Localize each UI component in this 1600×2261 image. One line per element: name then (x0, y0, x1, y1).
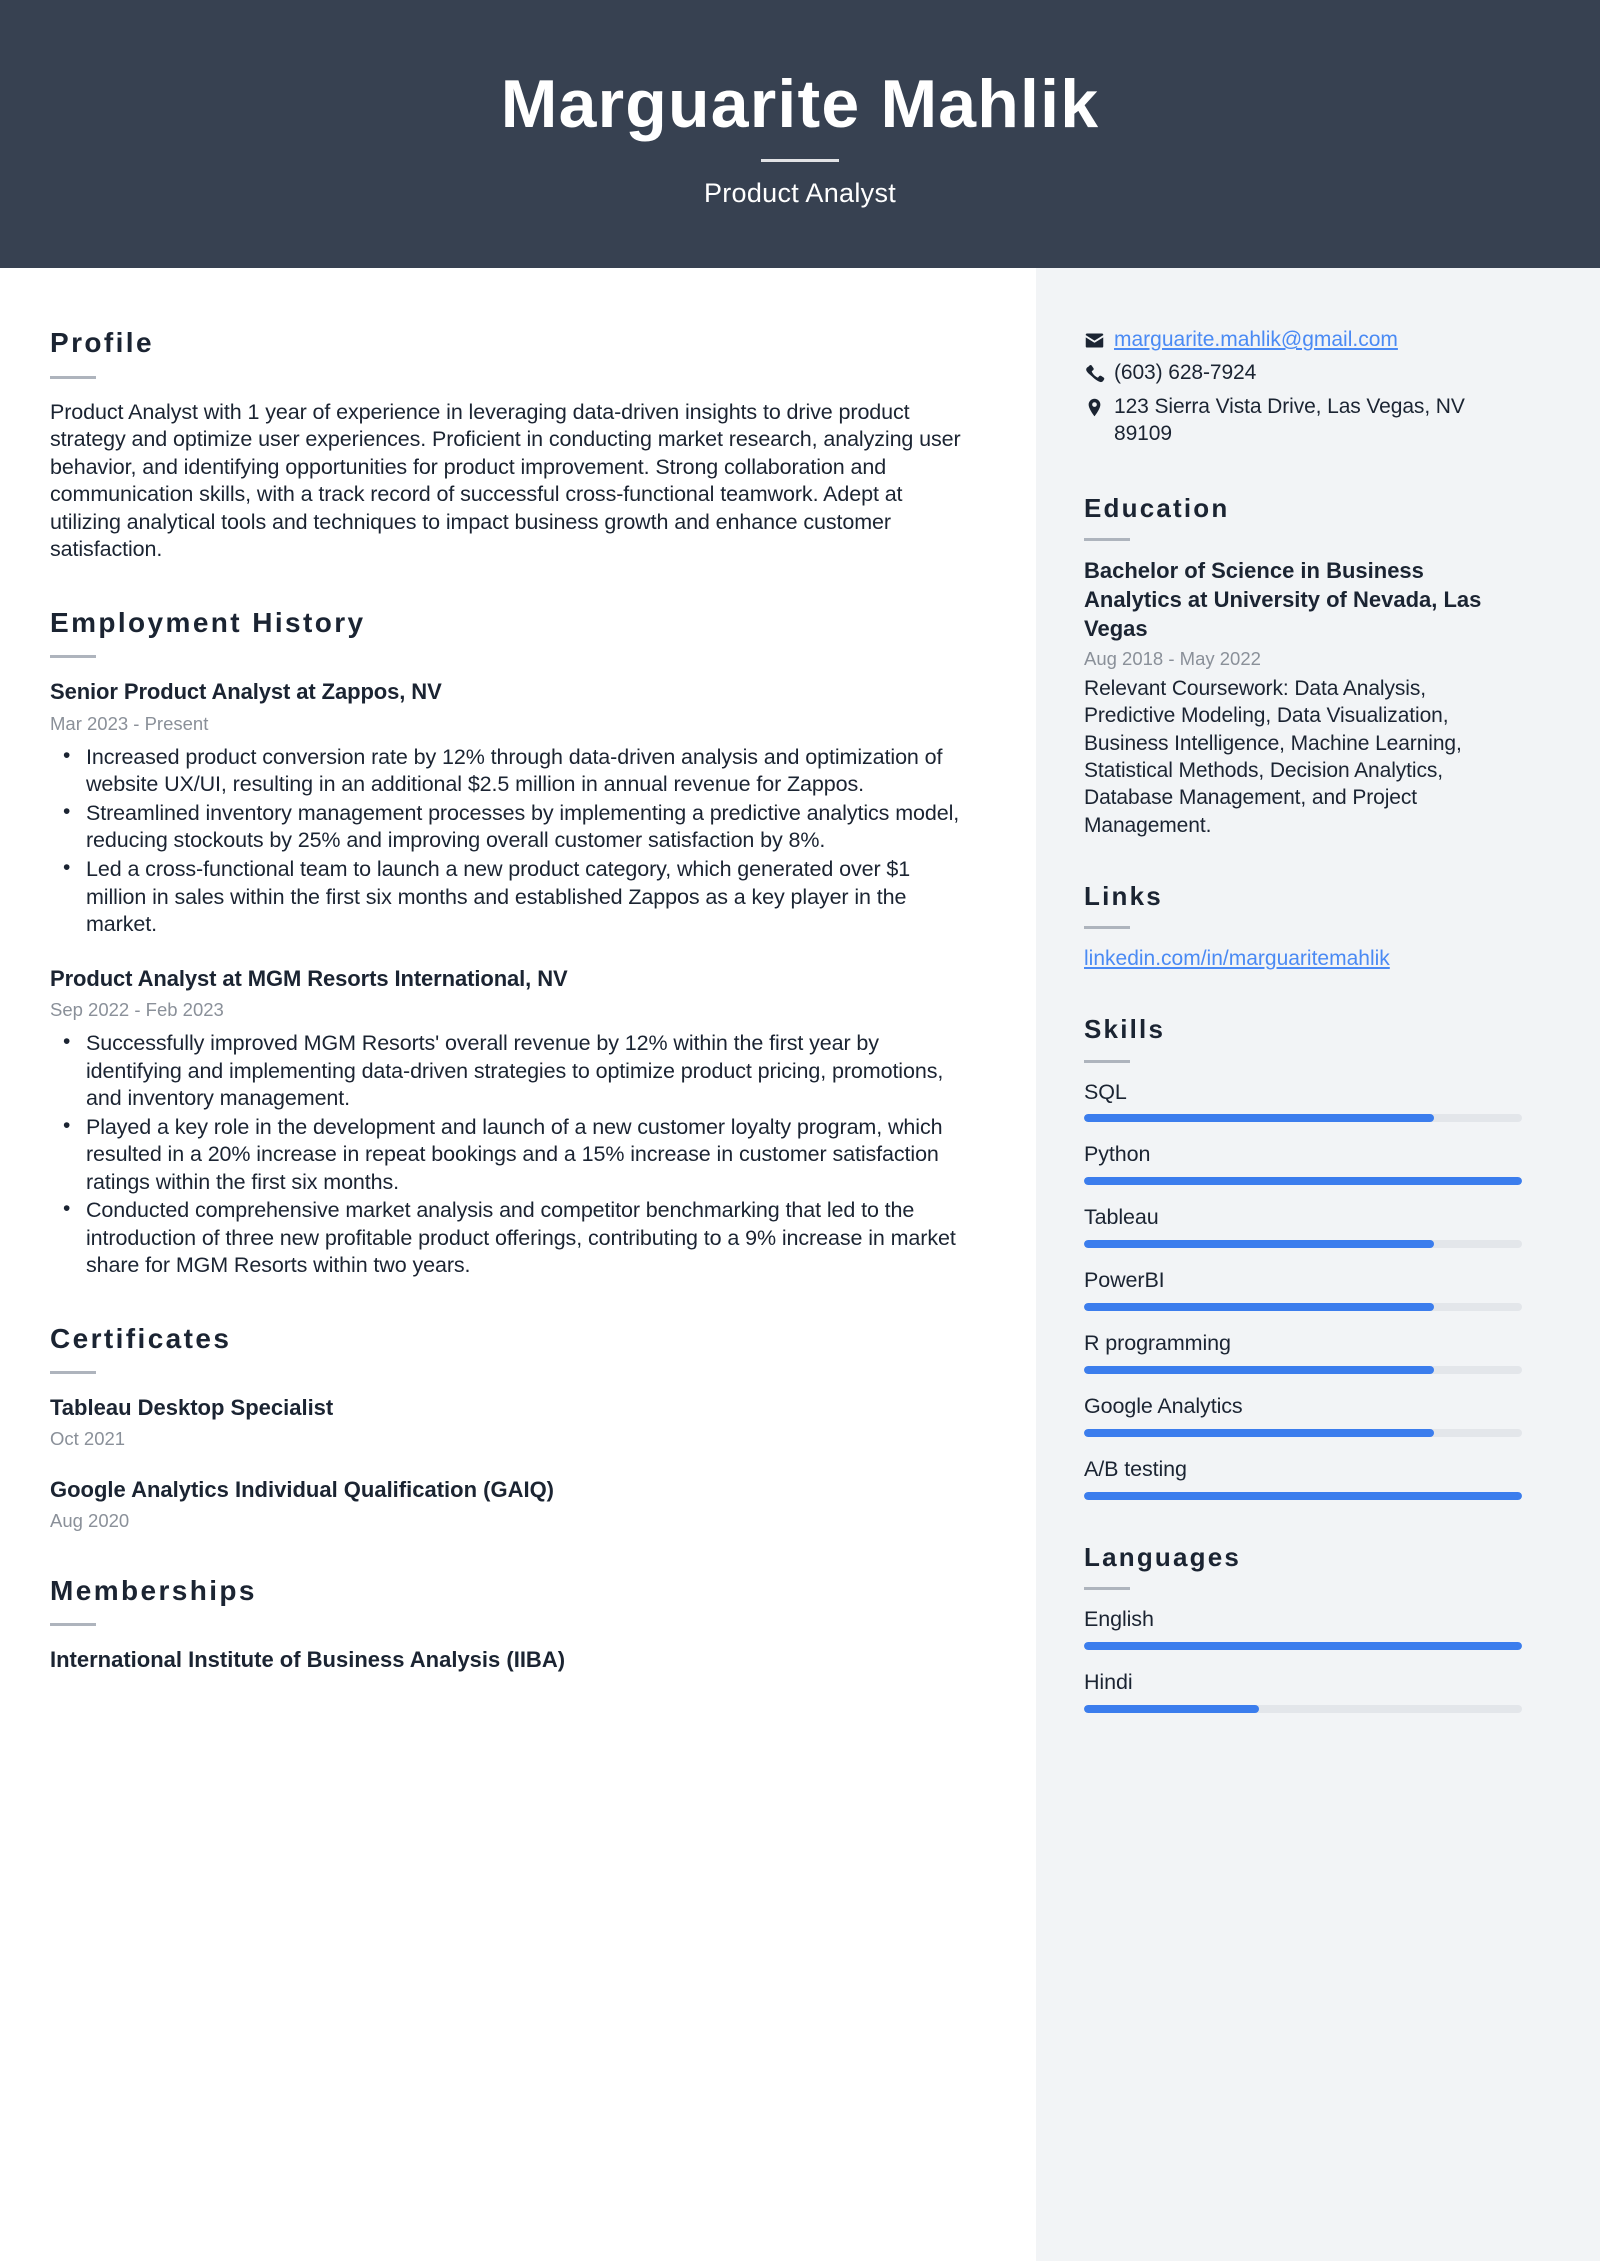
section-rule (50, 1623, 96, 1626)
skill-item (1084, 1393, 1522, 1437)
language-item-bar-track (1084, 1705, 1522, 1713)
membership-list (50, 1646, 974, 1675)
skill-item (1084, 1079, 1522, 1123)
phone-icon (1084, 359, 1114, 384)
job-bullet: • Led a cross-functional team to launch a new product category, which generated over $1 million in sales within the first six months and established Zappos as a key player in the market. (50, 856, 974, 939)
job-bullets (50, 744, 974, 939)
section-memberships (50, 1574, 974, 1675)
section-heading-certificates: Certificates (50, 1322, 232, 1354)
section-heading-memberships: Memberships (50, 1574, 257, 1606)
language-list (1084, 1606, 1522, 1713)
skill-item-label: Tableau (1084, 1205, 1159, 1230)
skill-item-bar-fill (1084, 1177, 1522, 1185)
skill-item-bar-track (1084, 1303, 1522, 1311)
skill-item (1084, 1456, 1522, 1500)
section-heading-education: Education (1084, 493, 1230, 524)
job-role-subtitle: Product Analyst (703, 177, 897, 208)
section-employment-history (50, 606, 974, 1280)
skill-item-bar-track (1084, 1114, 1522, 1122)
skill-item (1084, 1330, 1522, 1374)
section-heading-links: Links (1084, 880, 1163, 911)
skill-item (1084, 1141, 1522, 1185)
section-links (1084, 881, 1522, 972)
skill-item-bar-fill (1084, 1366, 1434, 1374)
language-item-bar-fill (1084, 1642, 1522, 1650)
job-bullet: • Conducted comprehensive market analysis and competitor benchmarking that led to the introduction of three new profitable product offerings, contributing to a 9% increase in market share for MGM Resorts within two years. (50, 1197, 974, 1280)
job-bullet: • Successfully improved MGM Resorts' overall revenue by 12% within the first year by identifying and implementing data-driven strategies to optimize product pricing, promotions, and inventory management. (50, 1030, 974, 1113)
education-list (1084, 557, 1522, 839)
section-skills (1084, 1014, 1522, 1499)
sidebar-column (1036, 268, 1600, 2261)
email-link[interactable]: marguarite.mahlik@gmail.com (1114, 328, 1398, 351)
profile-link[interactable]: linkedin.com/in/marguaritemahlik (1084, 947, 1390, 971)
skill-item-bar-track (1084, 1492, 1522, 1500)
skill-item (1084, 1267, 1522, 1311)
skill-item-bar-fill (1084, 1429, 1434, 1437)
job-bullet: • Played a key role in the development and launch of a new customer loyalty program, which resulted in a 20% increase in repeat bookings and a 15% increase in customer satisfaction ratings within the first six months. (50, 1114, 974, 1197)
language-item-label: Hindi (1084, 1669, 1133, 1694)
certificate-title: Google Analytics Individual Qualification (GAIQ) (50, 1477, 555, 1502)
language-item-bar-fill (1084, 1705, 1259, 1713)
skill-item-label: A/B testing (1084, 1456, 1187, 1481)
skill-item-bar-track (1084, 1366, 1522, 1374)
link-list (1084, 945, 1522, 972)
education-date: Aug 2018 - May 2022 (1084, 648, 1261, 670)
envelope-icon (1084, 326, 1114, 351)
section-rule (1084, 1587, 1130, 1590)
profile-text: Product Analyst with 1 year of experience in leveraging data-driven insights to drive product strategy and optimize user experiences. Proficient in conducting market research, analyzing user behavior, and identifying opportunities for product improvement. Strong collaboration and communication skills, with a track record of successful cross-functional teamwork. Adept at utilizing analytical tools and techniques to impact business growth and enhance customer satisfaction. (50, 399, 961, 562)
section-heading-employment: Employment History (50, 606, 366, 638)
certificate-title: Tableau Desktop Specialist (50, 1395, 334, 1421)
contact-row-phone (1084, 359, 1522, 386)
skill-item-bar-fill (1084, 1303, 1434, 1311)
contact-block (1084, 326, 1522, 447)
certificate-entry (50, 1394, 974, 1450)
job-bullets (50, 1030, 974, 1280)
address-text: 123 Sierra Vista Drive, Las Vegas, NV 89109 (1114, 394, 1465, 445)
section-profile (50, 326, 974, 564)
job-entry (50, 965, 974, 1280)
section-rule (50, 1371, 96, 1374)
job-title: Senior Product Analyst at Zappos, NV (50, 679, 442, 705)
language-item-bar-track (1084, 1642, 1522, 1650)
section-certificates (50, 1322, 974, 1532)
education-description: Relevant Coursework: Data Analysis, Predictive Modeling, Data Visualization, Business Intelligence, Machine Learning, Statistical Methods, Decision Analytics, Database Management, and Project Management. (1084, 677, 1462, 837)
skill-item-bar-track (1084, 1429, 1522, 1437)
contact-row-address (1084, 393, 1522, 448)
job-bullet: • Increased product conversion rate by 12% through data-driven analysis and optimization of website UX/UI, resulting in an additional $2.5 million in annual revenue for Zappos. (50, 744, 974, 799)
section-rule (1084, 926, 1130, 929)
language-item (1084, 1606, 1522, 1650)
section-languages (1084, 1542, 1522, 1713)
section-education (1084, 493, 1522, 839)
section-rule (1084, 1060, 1130, 1063)
certificate-date: Aug 2020 (50, 1509, 130, 1531)
skill-item-label: Google Analytics (1084, 1393, 1243, 1418)
map-pin-icon (1084, 393, 1114, 418)
skill-item-bar-fill (1084, 1114, 1434, 1122)
phone-number: (603) 628-7924 (1114, 361, 1257, 385)
membership-entry (50, 1646, 974, 1675)
section-heading-profile: Profile (50, 327, 154, 358)
job-list (50, 678, 974, 1280)
membership-title: International Institute of Business Analysis (IIBA) (50, 1647, 566, 1673)
skill-item-label: R programming (1084, 1331, 1231, 1356)
certificate-list (50, 1394, 974, 1531)
job-date: Mar 2023 - Present (50, 712, 209, 734)
section-heading-languages: Languages (1084, 1541, 1242, 1572)
job-entry (50, 678, 974, 938)
skill-item (1084, 1204, 1522, 1248)
language-item (1084, 1669, 1522, 1713)
certificate-date: Oct 2021 (50, 1428, 126, 1449)
job-date: Sep 2022 - Feb 2023 (50, 999, 224, 1021)
skill-item-bar-track (1084, 1240, 1522, 1248)
header-divider (761, 159, 839, 162)
skill-list (1084, 1079, 1522, 1500)
language-item-label: English (1084, 1606, 1154, 1631)
certificate-entry (50, 1476, 974, 1532)
main-column (0, 268, 1036, 2261)
section-rule (50, 655, 96, 658)
job-bullet: • Streamlined inventory management processes by implementing a predictive analytics model, reducing stockouts by 25% and improving overall customer satisfaction by 8%. (50, 800, 974, 855)
section-rule (50, 376, 96, 379)
skill-item-label: Python (1084, 1142, 1151, 1167)
contact-row-email (1084, 326, 1522, 353)
skill-item-bar-fill (1084, 1240, 1434, 1248)
skill-item-bar-track (1084, 1177, 1522, 1185)
section-heading-skills: Skills (1084, 1014, 1166, 1045)
resume-body (0, 268, 1600, 2261)
skill-item-label: PowerBI (1084, 1268, 1165, 1293)
resume-header (0, 0, 1600, 268)
skill-item-label: SQL (1084, 1079, 1127, 1104)
education-title: Bachelor of Science in Business Analytics at University of Nevada, Las Vegas (1084, 558, 1482, 641)
page-title: Marguarite Mahlik (500, 66, 1100, 143)
section-rule (1084, 538, 1130, 541)
education-entry (1084, 557, 1522, 839)
job-title: Product Analyst at MGM Resorts International, NV (50, 965, 568, 991)
skill-item-bar-fill (1084, 1492, 1522, 1500)
